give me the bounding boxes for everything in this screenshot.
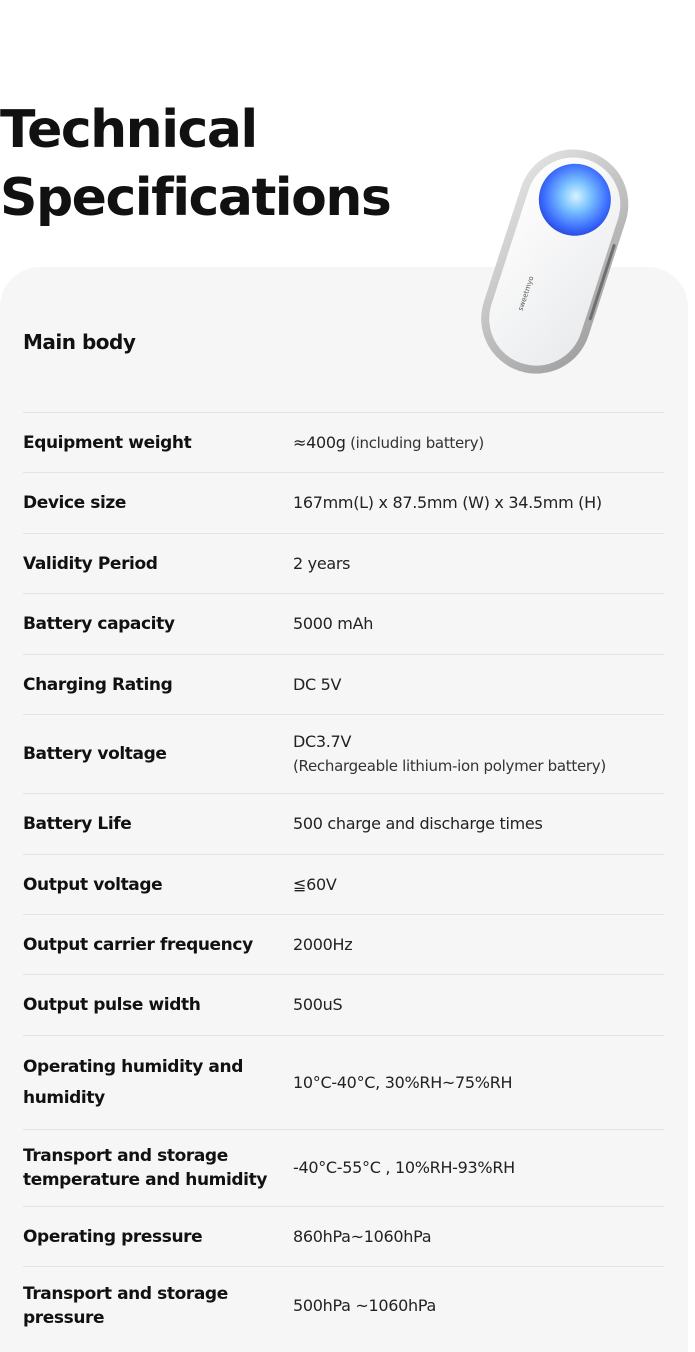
page-title — [0, 96, 390, 232]
spec-row-output-voltage — [23, 854, 664, 914]
spec-row-output-pulse-width — [23, 974, 664, 1035]
spec-label: Validity Period — [23, 553, 158, 574]
spec-value: 10°C-40°C, 30%RH~75%RH — [293, 1072, 513, 1092]
spec-label: Output carrier frequency — [23, 934, 253, 955]
spec-label: Battery Life — [23, 814, 132, 834]
spec-value: 5000 mAh — [293, 614, 374, 633]
spec-value-line-1: DC3.7V — [293, 732, 352, 751]
spec-row-validity-period — [23, 533, 664, 593]
spec-label: Transport and storage temperature and humidity — [23, 1146, 267, 1190]
page-title-line-1: Technical — [0, 100, 257, 160]
spec-value-note: (including battery) — [345, 433, 484, 452]
spec-value: 167mm(L) x 87.5mm (W) x 34.5mm (H) — [293, 493, 602, 512]
spec-row-device-size — [23, 472, 664, 533]
spec-value: 2000Hz — [293, 934, 353, 954]
spec-row-transport-storage-temperature — [23, 1129, 664, 1206]
spec-label: Output pulse width — [23, 995, 201, 1015]
spec-label: Battery capacity — [23, 614, 175, 634]
spec-value: 500 charge and discharge times — [293, 814, 543, 833]
spec-row-operating-pressure — [23, 1206, 664, 1266]
section-title: Main body — [23, 330, 136, 354]
spec-value: 500hPa ~1060hPa — [293, 1295, 437, 1315]
spec-row-battery-life — [23, 793, 664, 854]
spec-label: Device size — [23, 493, 127, 513]
spec-label: Charging Rating — [23, 674, 173, 695]
spec-label: Operating humidity and humidity — [23, 1056, 243, 1108]
spec-label: Transport and storage pressure — [23, 1283, 228, 1328]
spec-value: DC 5V — [293, 674, 342, 694]
spec-value — [293, 431, 664, 455]
spec-value: 500uS — [293, 995, 343, 1014]
spec-row-charging-rating — [23, 654, 664, 714]
spec-row-transport-storage-pressure — [23, 1266, 664, 1344]
spec-value-main: ≈400g — [293, 432, 346, 452]
device-brand-text: sweetmyo — [516, 275, 536, 312]
spec-label: Equipment weight — [23, 432, 192, 453]
spec-value-line-2: (Rechargeable lithium-ion polymer battery) — [293, 757, 606, 775]
spec-value — [293, 730, 664, 778]
spec-row-equipment-weight — [23, 412, 664, 472]
spec-row-battery-capacity — [23, 593, 664, 654]
spec-value: 860hPa~1060hPa — [293, 1226, 432, 1246]
spec-value: 2 years — [293, 553, 351, 573]
spec-table — [23, 412, 664, 1344]
spec-label: Output voltage — [23, 874, 163, 895]
page-title-line-2: Specifications — [0, 168, 391, 228]
spec-label: Battery voltage — [23, 744, 167, 764]
spec-label: Operating pressure — [23, 1226, 203, 1247]
spec-value: ≦60V — [293, 874, 337, 894]
spec-value: -40°C-55°C , 10%RH-93%RH — [293, 1158, 515, 1177]
spec-row-operating-humidity — [23, 1035, 664, 1129]
spec-row-output-carrier-frequency — [23, 914, 664, 974]
device-product-image — [455, 135, 645, 385]
spec-row-battery-voltage — [23, 714, 664, 793]
